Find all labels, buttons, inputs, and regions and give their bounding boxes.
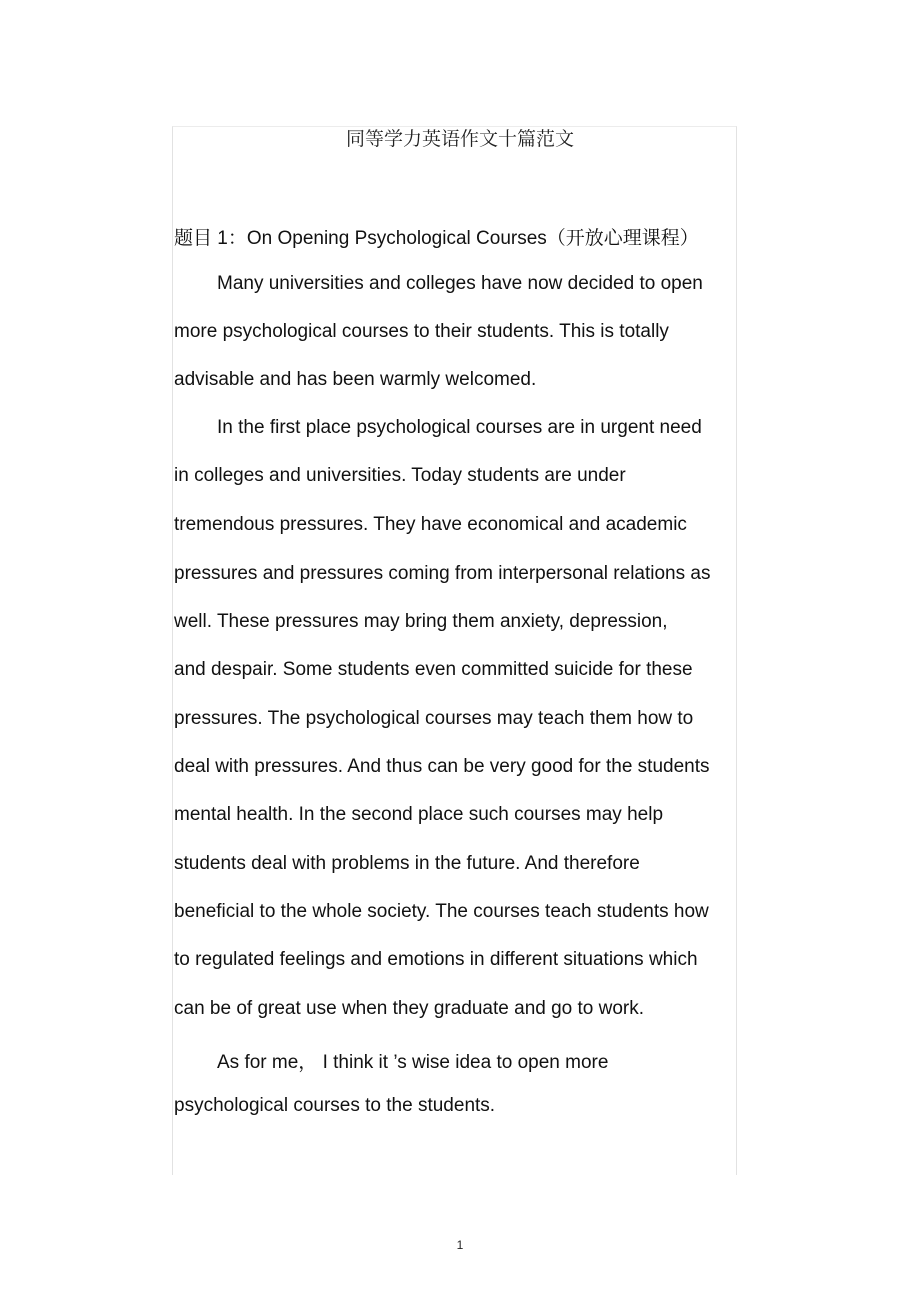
document-title: 同等学力英语作文十篇范文 xyxy=(345,128,574,150)
text-line: advisable and has been warmly welcomed. xyxy=(174,369,537,390)
text-line: to regulated feelings and emotions in different situations which xyxy=(174,949,698,970)
text-line: As for me， I think it ’s wise idea to open more xyxy=(217,1052,609,1073)
text-line: and despair. Some students even committed suicide for these xyxy=(174,659,693,680)
text-line: tremendous pressures. They have economical and academic xyxy=(174,514,687,535)
text-line: mental health. In the second place such courses may help xyxy=(174,804,664,825)
text-line: students deal with problems in the future. And therefore xyxy=(174,853,640,874)
text-line: can be of great use when they graduate and go to work. xyxy=(174,998,645,1019)
text-line: In the first place psychological courses are in urgent need xyxy=(217,417,702,438)
text-line: Many universities and colleges have now decided to open xyxy=(217,273,703,294)
text-line: pressures and pressures coming from interpersonal relations as xyxy=(174,563,711,584)
page-number: 1 xyxy=(456,1238,464,1252)
text-line: psychological courses to the students. xyxy=(174,1095,496,1116)
text-line: pressures. The psychological courses may teach them how to xyxy=(174,708,694,729)
text-line: deal with pressures. And thus can be very good for the students xyxy=(174,756,710,777)
essay-heading: 题目 1：On Opening Psychological Courses（开放心理课程） xyxy=(174,228,699,249)
text-line: beneficial to the whole society. The courses teach students how xyxy=(174,901,709,922)
text-line: well. These pressures may bring them anxiety, depression, xyxy=(174,611,668,632)
text-line: in colleges and universities. Today students are under xyxy=(174,465,626,486)
text-line: more psychological courses to their students. This is totally xyxy=(174,321,669,342)
